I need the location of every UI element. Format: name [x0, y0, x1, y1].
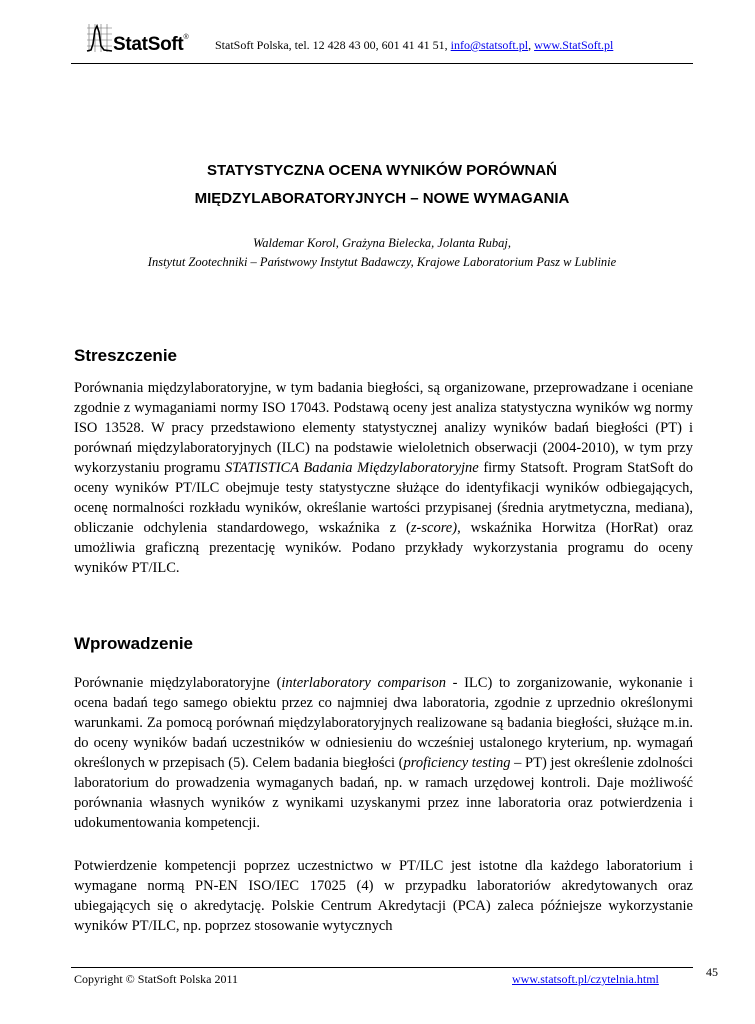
header-divider [71, 63, 693, 64]
logo-wordmark: StatSoft® [113, 34, 189, 55]
author-affiliation: Instytut Zootechniki – Państwowy Instytut Badawczy, Krajowe Laboratorium Pasz w Lublinie [147, 255, 617, 269]
footer-link[interactable]: www.statsoft.pl/czytelnia.html [512, 972, 659, 986]
intro-paragraph-1: Porównanie międzylaboratoryjne (interlaboratory comparison - ILC) to zorganizowanie, wykonanie i ocena badań tego samego obiektu przez co najmniej dwa laboratoria, zgodnie z uprzednio określonymi warunkami. Za pomocą porównań międzylaboratoryjnych realizowane są badania biegłości, służące m.in. do oceny wyników badań uczestników w odniesieniu do wcześniej ustalonego kryterium, np. wymagań określonych w przepisach (5). Celem badania biegłości (proficiency testing – PT) jest określenie zdolności laboratorium do prowadzenia wymaganych badań, np. w ramach urzędowej kontroli. Daje możliwość porównania własnych wyników z wynikami uzyskanymi przez inne laboratoria oraz potwierdzenia i udokumentowania kompetencji. [74, 675, 694, 831]
footer-copyright: Copyright © StatSoft Polska 2011 [74, 972, 239, 986]
program-name: STATISTICA Badania Międzylaboratoryjne [224, 460, 479, 476]
document-title [72, 157, 692, 213]
page-number: 45 [706, 965, 718, 979]
statsoft-logo [85, 22, 203, 56]
intro-paragraph-2: Potwierdzenie kompetencji poprzez uczestnictwo w PT/ILC jest istotne dla każdego laboratorium i wymagane normą PN-EN ISO/IEC 17025 (4) w przypadku laboratoriów akredytowanych oraz ubiegających się o akredytację. Polskie Centrum Akredytacji (PCA) zaleca późniejsze wykorzystanie wyników PT/ILC, np. poprzez stosowanie wytycznych [74, 858, 693, 934]
title-line-1: STATYSTYCZNA OCENA WYNIKÓW PORÓWNAŃ [207, 162, 557, 179]
abstract-paragraph: Porównania międzylaboratoryjne, w tym badania biegłości, są organizowane, przeprowadzane i oceniane zgodnie z wymaganiami normy ISO 17043. Podstawą oceny jest analiza statystyczna wyników wg normy ISO 13528. W pracy przedstawiono elementy statystycznej analizy wyników badań biegłości (PT) i porównań międzylaboratoryjnych (ILC) na podstawie wieloletnich obserwacji (2004-2010), w tym przy wykorzystaniu programu STATISTICA Badania Międzylaboratoryjne firmy Statsoft. Program StatSoft do oceny wyników PT/ILC obejmuje testy statystyczne służące do identyfikacji wyników odbiegających, ocenę normalności rozkładu wyników, określanie wartości przypisanej (średnia arytmetyczna, mediana), obliczanie odchylenia standardowego, wskaźnika z (z-score), wskaźnika Horwitza (HorRat) oraz umożliwia graficzną prezentację wyników. Podano przykłady wykorzystania programu do oceny wyników PT/ILC. [74, 380, 693, 576]
footer-divider [71, 967, 693, 968]
header-contact: StatSoft Polska, tel. 12 428 43 00, 601 41 41 51, info@statsoft.pl, www.StatSoft.pl [215, 38, 614, 52]
title-line-2: MIĘDZYLABORATORYJNYCH – NOWE WYMAGANIA [194, 190, 570, 207]
abstract-heading: Streszczenie [74, 346, 177, 365]
page-header [85, 20, 695, 60]
email-link[interactable]: info@statsoft.pl [450, 38, 529, 52]
website-link[interactable]: www.StatSoft.pl [534, 38, 614, 52]
author-names: Waldemar Korol, Grażyna Bielecka, Jolanta Rubaj, [252, 236, 512, 250]
intro-heading: Wprowadzenie [74, 634, 194, 653]
term-ilc: interlaboratory comparison [281, 675, 446, 691]
zscore-term: z-score) [410, 520, 458, 536]
contact-text: StatSoft Polska, tel. 12 428 43 00, 601 41 41 51, [215, 38, 451, 52]
logo-graph-icon [85, 22, 113, 54]
term-pt: proficiency testing [403, 755, 511, 771]
authors-block [72, 234, 692, 272]
